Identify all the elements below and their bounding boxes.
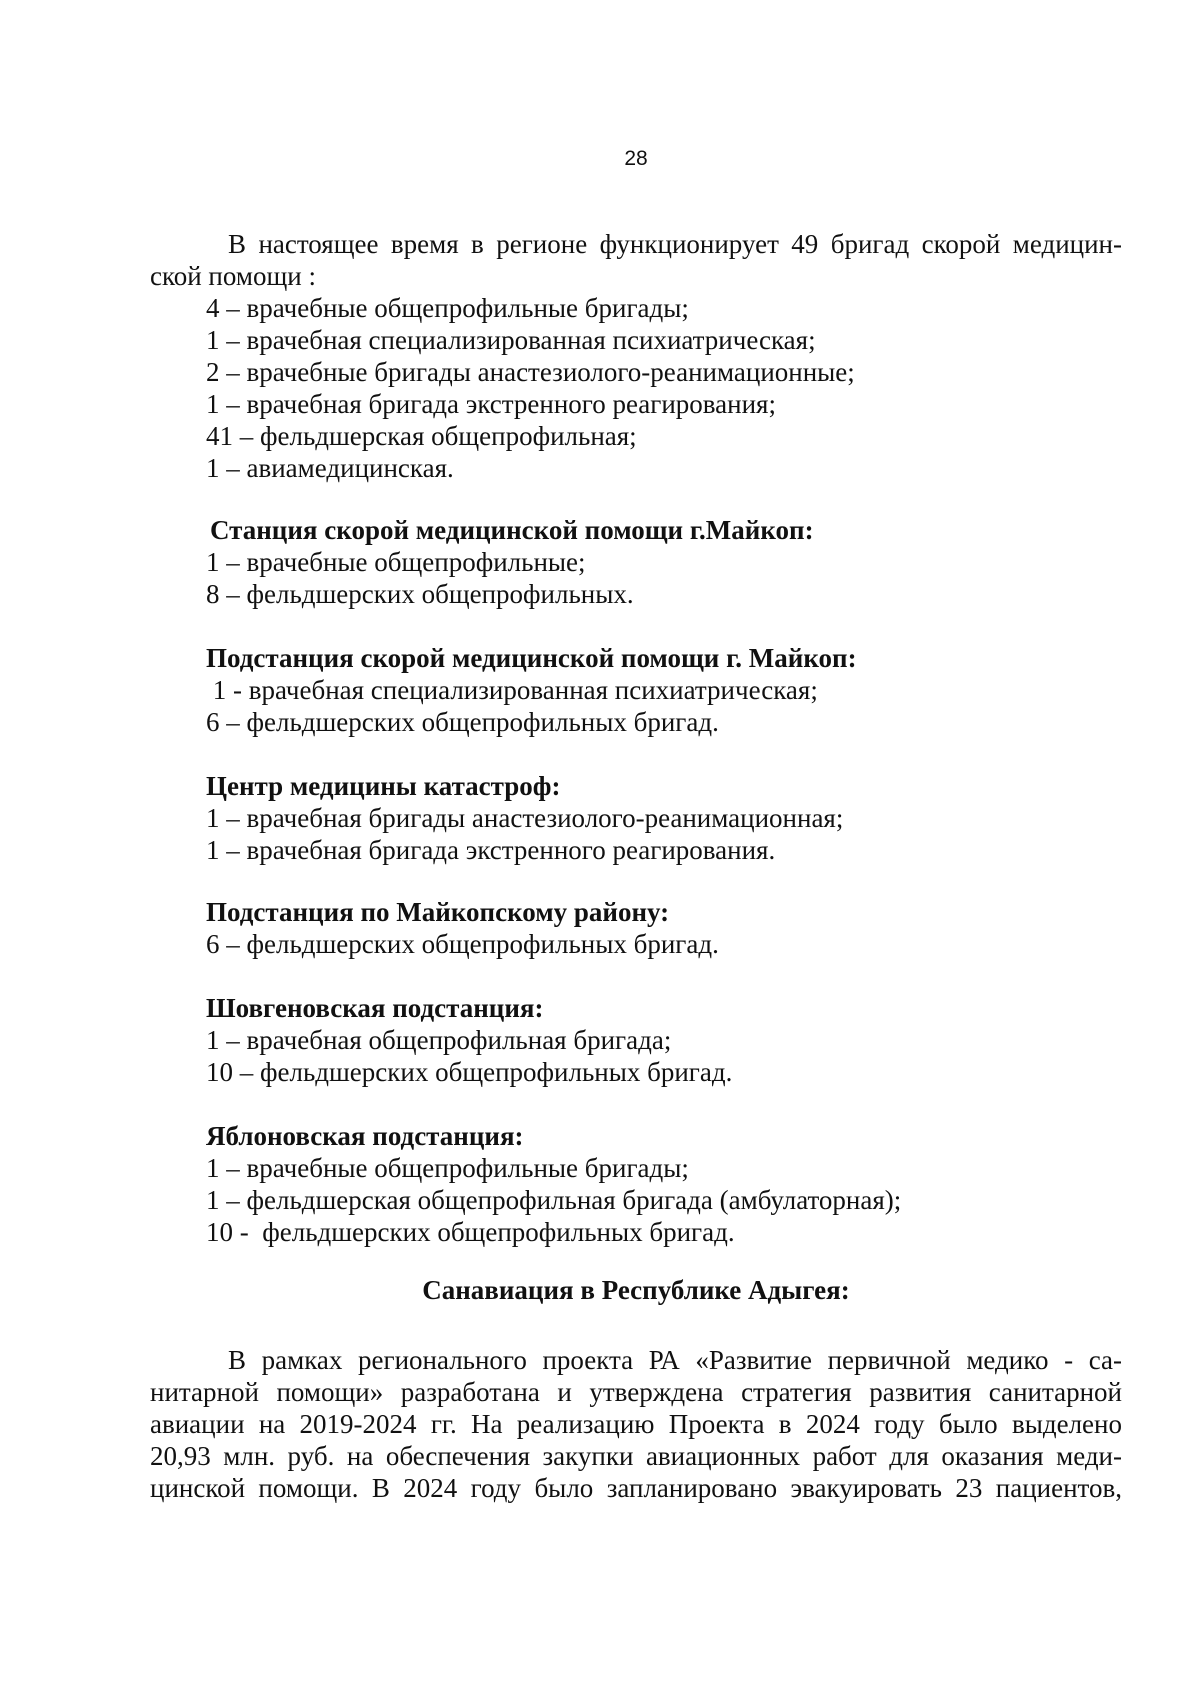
section-list (150, 802, 1122, 866)
paragraph-line: цинской помощи. В 2024 году было запланировано эвакуировать 23 пациентов, (150, 1473, 1122, 1503)
intro-line: ской помощи : (150, 261, 316, 291)
list-item: 10 - фельдшерских общепрофильных бригад. (206, 1217, 735, 1247)
sanaviation-title: Санавиация в Республике Адыгея: (422, 1275, 850, 1305)
paragraph-line: 20,93 млн. руб. на обеспечения закупки авиационных работ для оказания меди- (150, 1441, 1122, 1471)
document-body (150, 228, 1122, 1504)
section-shovgenovskaya (150, 992, 1122, 1088)
section-maykop-station (150, 514, 1122, 610)
section-list (150, 1152, 1122, 1248)
list-item: 1 – врачебная бригада экстренного реагирования; (206, 389, 776, 419)
intro-line: В настоящее время в регионе функционирует 49 бригад скорой медицин- (228, 229, 1122, 259)
section-title: Центр медицины катастроф: (206, 771, 561, 801)
paragraph-line: авиации на 2019-2024 гг. На реализацию Проекта в 2024 году было выделено (150, 1409, 1122, 1439)
section-title: Станция скорой медицинской помощи г.Майкоп: (210, 515, 814, 545)
list-item: 2 – врачебные бригады анастезиолого-реанимационные; (206, 357, 855, 387)
list-item: 1 – врачебная общепрофильная бригада; (206, 1025, 672, 1055)
list-item: 4 – врачебные общепрофильные бригады; (206, 293, 689, 323)
list-item: 1 – врачебные общепрофильные бригады; (206, 1153, 689, 1183)
section-title: Шовгеновская подстанция: (206, 993, 544, 1023)
section-title: Подстанция по Майкопскому району: (206, 897, 670, 927)
list-item: 1 – врачебная бригады анастезиолого-реанимационная; (206, 803, 844, 833)
section-list (150, 928, 1122, 960)
intro-list (150, 292, 1122, 484)
section-list (150, 1024, 1122, 1088)
list-item: 1 – авиамедицинская. (206, 453, 454, 483)
page-number: 28 (624, 147, 648, 170)
list-item: 6 – фельдшерских общепрофильных бригад. (206, 707, 719, 737)
list-item: 1 – врачебная специализированная психиатрическая; (206, 325, 816, 355)
list-item: 10 – фельдшерских общепрофильных бригад. (206, 1057, 733, 1087)
list-item: 1 – врачебная бригада экстренного реагирования. (206, 835, 776, 865)
list-item: 1 - врачебная специализированная психиатрическая; (206, 675, 818, 705)
section-maykop-substation (150, 642, 1122, 738)
section-disaster-center (150, 770, 1122, 866)
section-yablonovskaya (150, 1120, 1122, 1248)
list-item: 41 – фельдшерская общепрофильная; (206, 421, 637, 451)
paragraph-line: В рамках регионального проекта РА «Развитие первичной медико - са- (228, 1345, 1122, 1375)
section-list (150, 546, 1122, 610)
list-item: 6 – фельдшерских общепрофильных бригад. (206, 929, 719, 959)
section-list (150, 674, 1122, 738)
sanaviation-paragraph (150, 1344, 1122, 1504)
section-maykop-district (150, 896, 1122, 960)
list-item: 8 – фельдшерских общепрофильных. (206, 579, 634, 609)
paragraph-line: нитарной помощи» разработана и утверждена стратегия развития санитарной (150, 1377, 1122, 1407)
list-item: 1 – фельдшерская общепрофильная бригада (амбулаторная); (206, 1185, 902, 1215)
list-item: 1 – врачебные общепрофильные; (206, 547, 586, 577)
section-title: Яблоновская подстанция: (206, 1121, 524, 1151)
intro-block (150, 228, 1122, 484)
section-title: Подстанция скорой медицинской помощи г. Майкоп: (206, 643, 857, 673)
